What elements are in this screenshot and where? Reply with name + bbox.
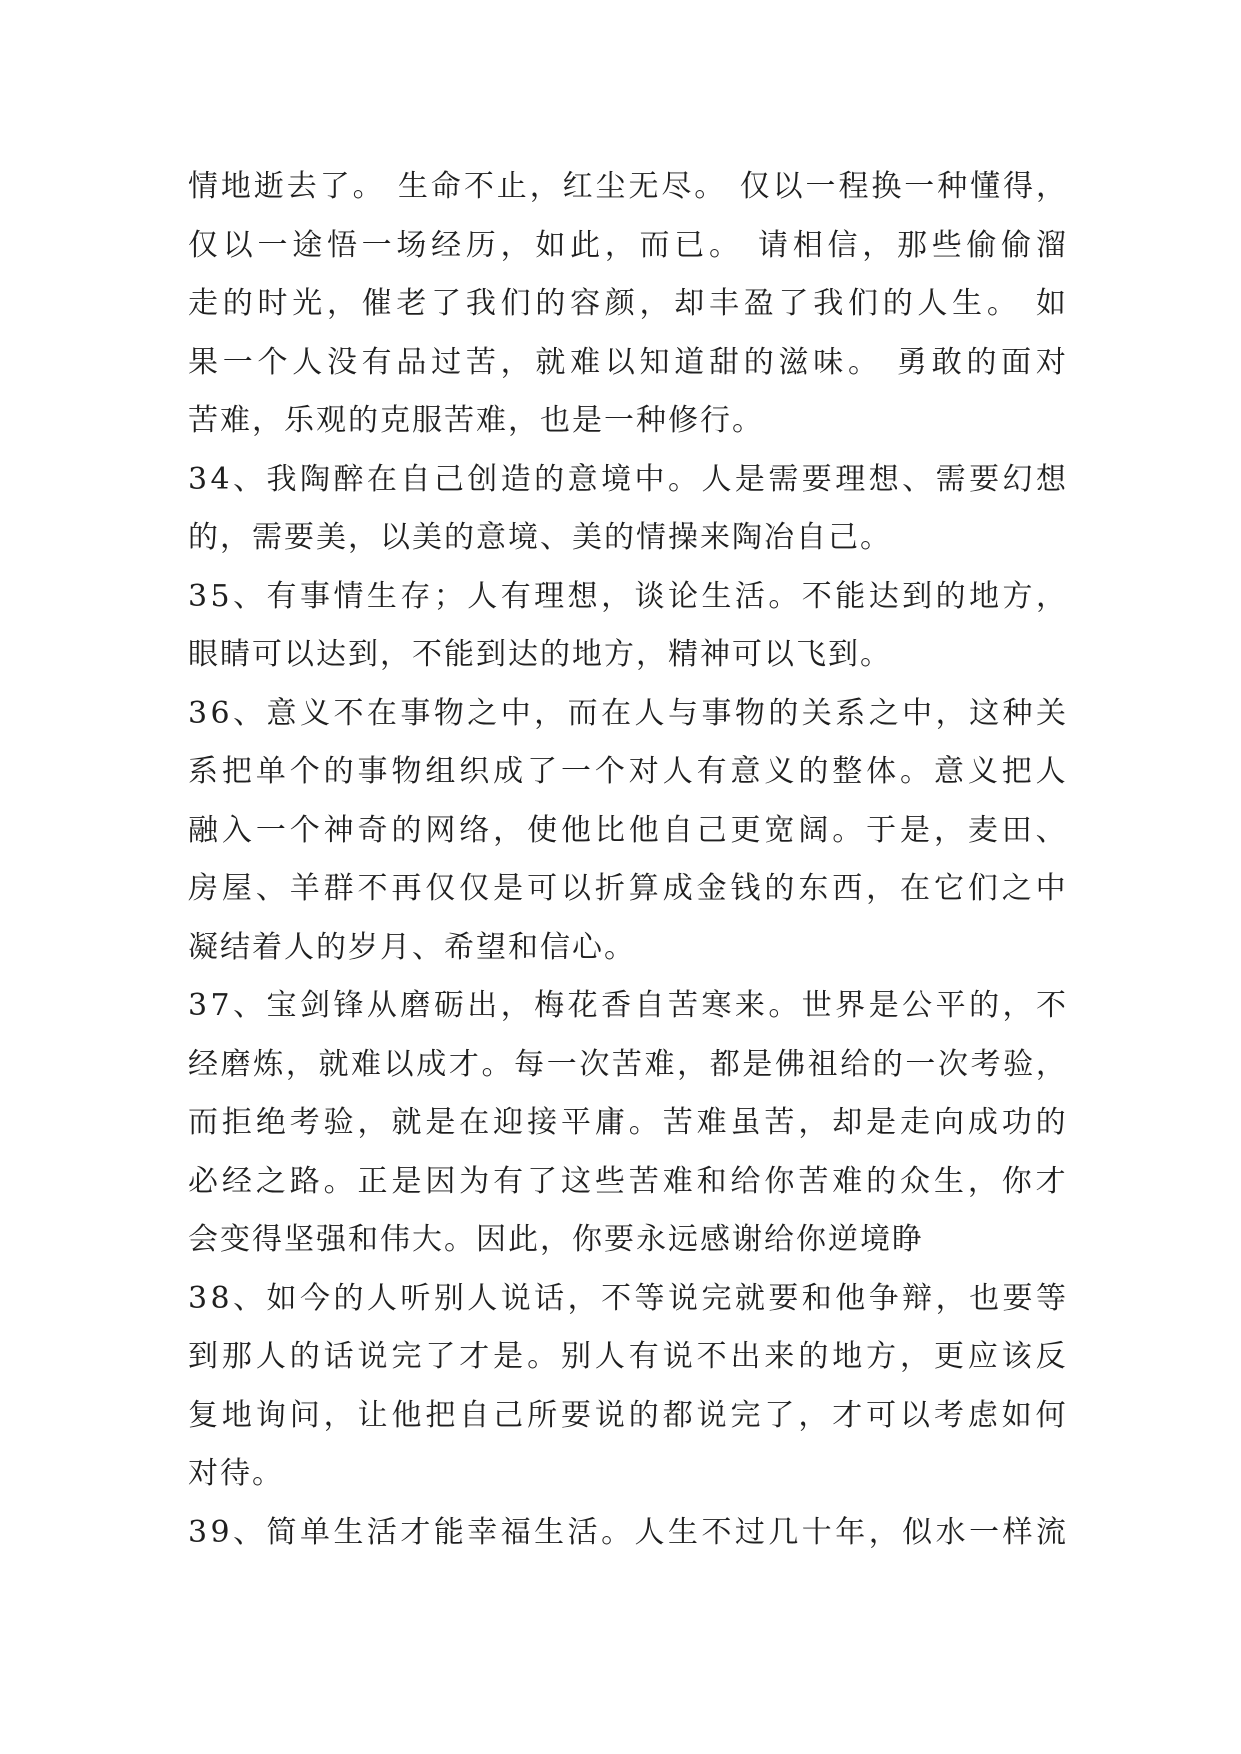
text-line: 3 8 、 如 今 的 人 听 别 人 说 话 ， 不 等 说 完 就 要 和 他 争 辩 ， 也 要 等	[188, 1280, 1068, 1316]
text-line: 3 4 、 我 陶 醉 在 自 己 创 造 的 意 境 中 。 人 是 需 要 理 想 、 需 要 幻 想	[188, 461, 1068, 497]
text-line: 系 把 单 个 的 事 物 组 织 成 了 一 个 对 人 有 意 义 的 整 体 。 意 义 把 人	[188, 754, 1068, 789]
text-line: 而 拒 绝 考 验 ， 就 是 在 迎 接 平 庸 。 苦 难 虽 苦 ， 却 是 走 向 成 功 的	[188, 1105, 1068, 1140]
text-line: 苦难，乐观的克服苦难，也是一种修行。	[188, 403, 764, 438]
text-line: 果 一 个 人 没 有 品 过 苦 ， 就 难 以 知 道 甜 的 滋 味 。 勇 敢 的 面 对	[188, 344, 1068, 380]
text-line: 房 屋 、 羊 群 不 再 仅 仅 是 可 以 折 算 成 金 钱 的 东 西 ， 在 它 们 之 中	[188, 871, 1068, 906]
text-line: 融 入 一 个 神 奇 的 网 络 ， 使 他 比 他 自 己 更 宽 阔 。 于 是 ， 麦 田 、	[188, 812, 1068, 848]
text-line: 眼睛可以达到，不能到达的地方，精神可以飞到。	[188, 637, 892, 672]
document-body	[188, 158, 1068, 1562]
text-line: 3 5 、 有 事 情 生 存 ； 人 有 理 想 ， 谈 论 生 活 。 不 能 达 到 的 地 方 ，	[188, 578, 1068, 614]
text-line: 的，需要美，以美的意境、美的情操来陶冶自己。	[188, 520, 892, 555]
text-line: 3 9 、 简 单 生 活 才 能 幸 福 生 活 。 人 生 不 过 几 十 年 ， 似 水 一 样 流	[188, 1514, 1068, 1550]
text-line: 会变得坚强和伟大。因此，你要永远感谢给你逆境睁	[188, 1222, 924, 1257]
text-line: 3 6 、 意 义 不 在 事 物 之 中 ， 而 在 人 与 事 物 的 关 系 之 中 ， 这 种 关	[188, 695, 1068, 731]
text-line: 凝结着人的岁月、希望和信心。	[188, 929, 636, 965]
text-line: 走 的 时 光 ， 催 老 了 我 们 的 容 颜 ， 却 丰 盈 了 我 们 的 人 生 。 如	[188, 286, 1068, 321]
text-line: 情 地 逝 去 了 。 生 命 不 止 ， 红 尘 无 尽 。 仅 以 一 程 换 一 种 懂 得 ，	[188, 169, 1068, 204]
text-line: 3 7 、 宝 剑 锋 从 磨 砺 出 ， 梅 花 香 自 苦 寒 来 。 世 界 是 公 平 的 ， 不	[188, 988, 1068, 1023]
text-line: 仅 以 一 途 悟 一 场 经 历 ， 如 此 ， 而 已 。 请 相 信 ， 那 些 偷 偷 溜	[188, 227, 1068, 263]
text-line: 经 磨 炼 ， 就 难 以 成 才 。 每 一 次 苦 难 ， 都 是 佛 祖 给 的 一 次 考 验 ，	[188, 1046, 1068, 1082]
text-line: 必 经 之 路 。 正 是 因 为 有 了 这 些 苦 难 和 给 你 苦 难 的 众 生 ， 你 才	[188, 1163, 1068, 1199]
text-line: 到 那 人 的 话 说 完 了 才 是 。 别 人 有 说 不 出 来 的 地 方 ， 更 应 该 反	[188, 1339, 1068, 1374]
text-line: 对待。	[188, 1456, 284, 1491]
text-line: 复 地 询 问 ， 让 他 把 自 己 所 要 说 的 都 说 完 了 ， 才 可 以 考 虑 如 何	[188, 1397, 1068, 1433]
